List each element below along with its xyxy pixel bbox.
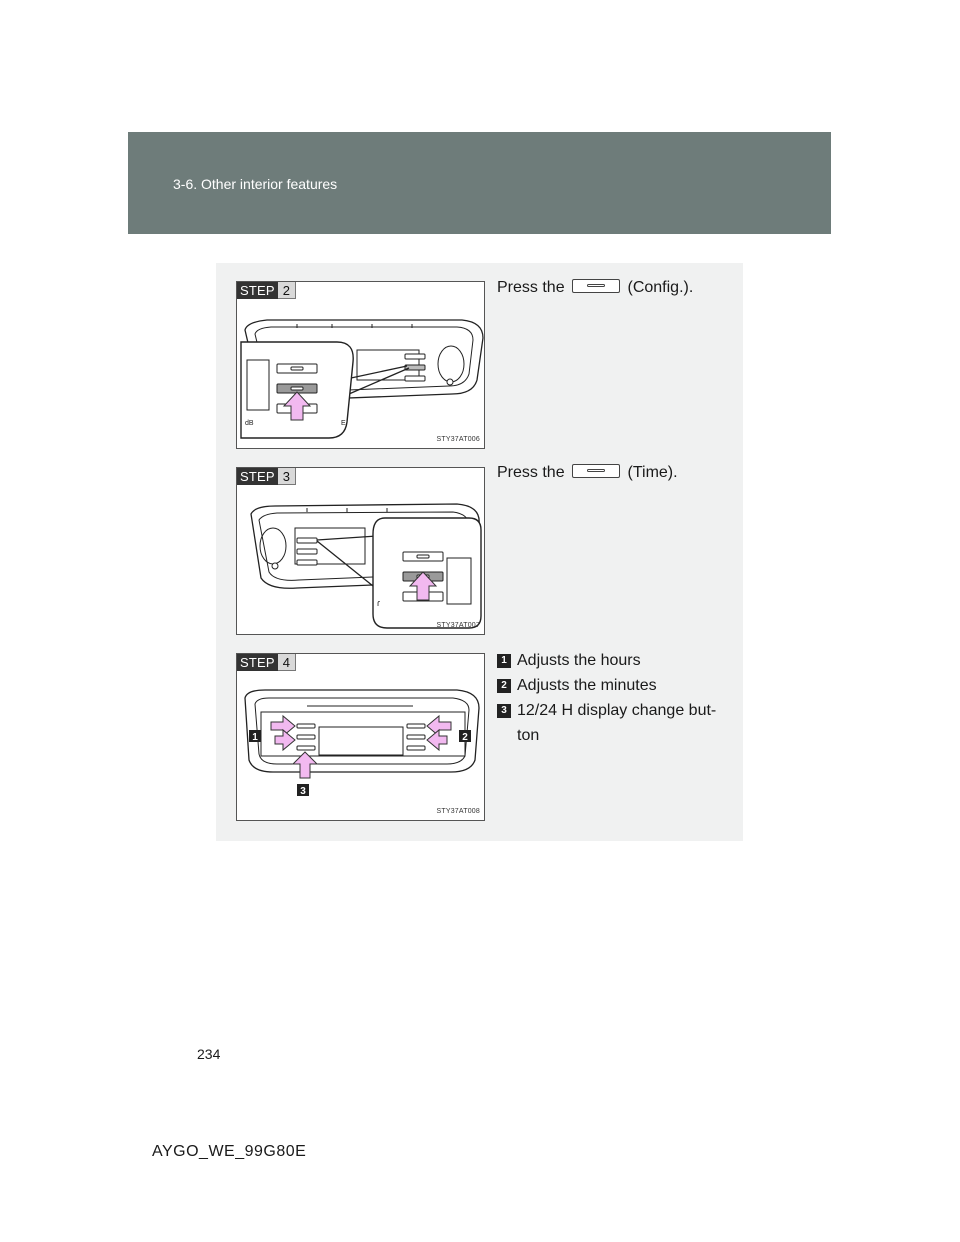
list-item-text: Adjusts the minutes: [517, 677, 657, 694]
step-label: STEP: [237, 468, 278, 485]
rectangular-button-icon: [572, 279, 620, 293]
instruction-text: Press the: [497, 279, 565, 296]
step-number: 4: [278, 654, 296, 671]
section-title: 3-6. Other interior features: [173, 176, 338, 192]
list-item: [497, 673, 716, 698]
list-item-text: ton: [517, 727, 540, 744]
callout-number-2: 2: [462, 732, 468, 743]
step-3-badge: [237, 468, 296, 485]
step-2-badge: [237, 282, 296, 299]
figure-code: STY37AT007: [436, 622, 480, 629]
list-item-text: 12/24 H display change but-: [517, 702, 717, 719]
list-number: 2: [497, 679, 511, 693]
figure-code: STY37AT006: [436, 436, 480, 443]
instruction-text: Press the: [497, 464, 565, 481]
audio-unit-time-illustration: [237, 468, 486, 636]
step-4-figure: [236, 653, 485, 821]
callout-number-3: 3: [300, 786, 306, 797]
step-label: STEP: [237, 654, 278, 671]
step-number: 2: [278, 282, 296, 299]
step-3-figure: [236, 467, 485, 635]
section-header: [128, 132, 831, 234]
list-item-continuation: [497, 723, 716, 748]
list-item-text: Adjusts the hours: [517, 652, 641, 669]
svg-text:E: E: [341, 420, 346, 427]
page-number: 234: [197, 1046, 221, 1062]
step-4-badge: [237, 654, 296, 671]
step-3-instruction: [497, 460, 678, 485]
instruction-button-name: (Config.).: [627, 279, 694, 296]
svg-text:ɾ: ɾ: [377, 598, 380, 608]
step-2-instruction: [497, 275, 693, 300]
step-label: STEP: [237, 282, 278, 299]
list-number: 1: [497, 654, 511, 668]
svg-text:dB: dB: [245, 420, 254, 427]
list-item: [497, 648, 716, 673]
list-item: [497, 698, 716, 723]
rectangular-button-icon: [572, 464, 620, 478]
audio-unit-clock-buttons-illustration: [237, 654, 486, 822]
audio-unit-config-illustration: [237, 282, 486, 450]
numbered-list: [497, 648, 716, 748]
callout-number-1: 1: [252, 732, 258, 743]
step-4-instructions: [497, 648, 716, 748]
list-number: 3: [497, 704, 511, 718]
document-code: AYGO_WE_99G80E: [152, 1143, 307, 1160]
instruction-button-name: (Time).: [627, 464, 678, 481]
figure-code: STY37AT008: [436, 808, 480, 815]
instruction-panel: [216, 263, 743, 841]
step-number: 3: [278, 468, 296, 485]
step-2-figure: [236, 281, 485, 449]
